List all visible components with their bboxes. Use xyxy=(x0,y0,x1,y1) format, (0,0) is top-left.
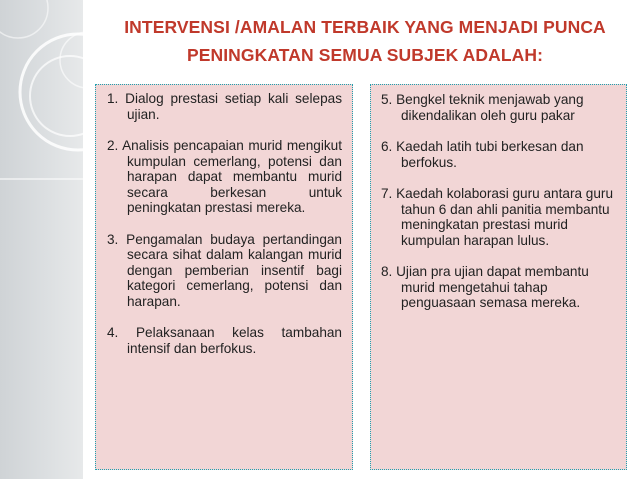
title-line-2: PENINGKATAN SEMUA SUBJEK ADALAH: xyxy=(186,45,544,65)
list-item: 7. Kaedah kolaborasi guru antara guru tahun 6 dan ahli panitia membantu meningkatan prestasi murid kumpulan harapan lulus. xyxy=(381,186,614,248)
left-content-box xyxy=(95,84,353,470)
title-line-1: INTERVENSI /AMALAN TERBAIK YANG MENJADI PUNCA xyxy=(124,17,606,37)
list-item: 3. Pengamalan budaya pertandingan secara sihat dalam kalangan murid dengan pemberian insentif bagi kategori cemerlang, potensi dan harapan. xyxy=(107,231,342,309)
decorative-circles-graphic xyxy=(0,0,110,479)
right-content-box xyxy=(370,84,627,470)
list-item: 2. Analisis pencapaian murid mengikut kumpulan cemerlang, potensi dan harapan dapat membantu murid secara berkesan untuk peningkatan prestasi mereka. xyxy=(107,138,342,215)
slide-title xyxy=(100,4,630,74)
list-item: 5. Bengkel teknik menjawab yang dikendalikan oleh guru pakar xyxy=(381,92,584,123)
list-item: 1. Dialog prestasi setiap kali selepas ujian. xyxy=(107,91,342,122)
list-item: 4. Pelaksanaan kelas tambahan intensif dan berfokus. xyxy=(107,325,342,356)
list-item: 8. Ujian pra ujian dapat membantu murid mengetahui tahap penguasaan semasa mereka. xyxy=(381,264,589,310)
list-item: 6. Kaedah latih tubi berkesan dan berfokus. xyxy=(381,139,584,170)
